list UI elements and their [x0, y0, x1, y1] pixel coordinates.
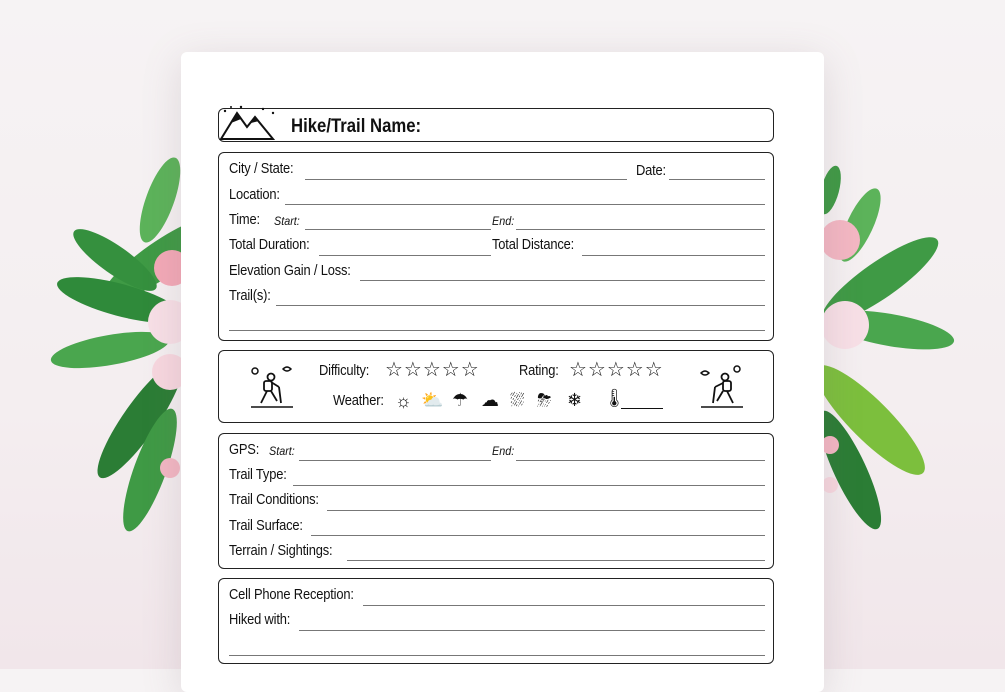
snow-icon[interactable]: ❄: [567, 390, 583, 410]
rating-stars[interactable]: ☆☆☆☆☆: [569, 359, 664, 381]
trail-type-label: Trail Type:: [229, 466, 287, 483]
gps-start-label: Start:: [269, 444, 295, 458]
time-start-label: Start:: [274, 214, 300, 228]
cloud-icon[interactable]: ☁: [481, 390, 499, 410]
sun-icon[interactable]: ☼: [395, 391, 412, 411]
trail-surface-field[interactable]: [311, 535, 765, 536]
cell-reception-label: Cell Phone Reception:: [229, 586, 354, 603]
total-distance-label: Total Distance:: [492, 236, 575, 253]
trails-label: Trail(s):: [229, 287, 271, 304]
time-end-field[interactable]: [516, 229, 765, 230]
date-label: Date:: [636, 162, 666, 179]
details-box: [218, 152, 774, 341]
trails-field-extra[interactable]: [229, 330, 765, 331]
sun-rain-icon[interactable]: ☂: [452, 390, 469, 410]
trail-name-label: Hike/Trail Name:: [291, 116, 422, 137]
misc-box: [218, 578, 774, 664]
hiker-icon: [247, 363, 297, 413]
hiked-with-label: Hiked with:: [229, 611, 291, 628]
trails-field[interactable]: [276, 305, 765, 306]
partly-sunny-icon[interactable]: ⛅: [421, 390, 444, 410]
thermometer-icon: 🌡: [603, 388, 626, 408]
hiked-with-field-extra[interactable]: [229, 655, 765, 656]
hiked-with-field[interactable]: [299, 630, 765, 631]
location-field[interactable]: [285, 204, 765, 205]
city-state-field[interactable]: [305, 179, 627, 180]
weather-label: Weather:: [333, 392, 384, 409]
city-state-label: City / State:: [229, 160, 294, 177]
trail-name-box: [218, 108, 774, 142]
rain-icon[interactable]: ⛆: [510, 390, 525, 410]
trail-surface-label: Trail Surface:: [229, 517, 303, 534]
elevation-field[interactable]: [360, 280, 765, 281]
terrain-field[interactable]: [347, 560, 765, 561]
temperature-field[interactable]: [621, 408, 663, 409]
rating-label: Rating:: [519, 362, 559, 379]
storm-icon[interactable]: ⛈: [537, 390, 552, 410]
total-distance-field[interactable]: [582, 255, 765, 256]
time-label: Time:: [229, 211, 260, 228]
total-duration-field[interactable]: [319, 255, 491, 256]
terrain-label: Terrain / Sightings:: [229, 542, 333, 559]
trail-conditions-field[interactable]: [327, 510, 765, 511]
location-label: Location:: [229, 186, 280, 203]
trail-type-field[interactable]: [293, 485, 765, 486]
gps-box: [218, 433, 774, 569]
mountain-icon: [217, 103, 283, 143]
time-end-label: End:: [492, 214, 515, 228]
difficulty-label: Difficulty:: [319, 362, 370, 379]
elevation-label: Elevation Gain / Loss:: [229, 262, 351, 279]
gps-end-field[interactable]: [516, 460, 765, 461]
journal-page: [181, 52, 824, 692]
trail-conditions-label: Trail Conditions:: [229, 491, 319, 508]
hiker-icon-right: [697, 363, 747, 413]
gps-start-field[interactable]: [299, 460, 491, 461]
time-start-field[interactable]: [305, 229, 491, 230]
gps-end-label: End:: [492, 444, 515, 458]
cell-reception-field[interactable]: [363, 605, 765, 606]
difficulty-stars[interactable]: ☆☆☆☆☆: [385, 359, 480, 381]
gps-label: GPS:: [229, 441, 260, 458]
date-field[interactable]: [669, 179, 765, 180]
ratings-box: [218, 350, 774, 423]
total-duration-label: Total Duration:: [229, 236, 310, 253]
